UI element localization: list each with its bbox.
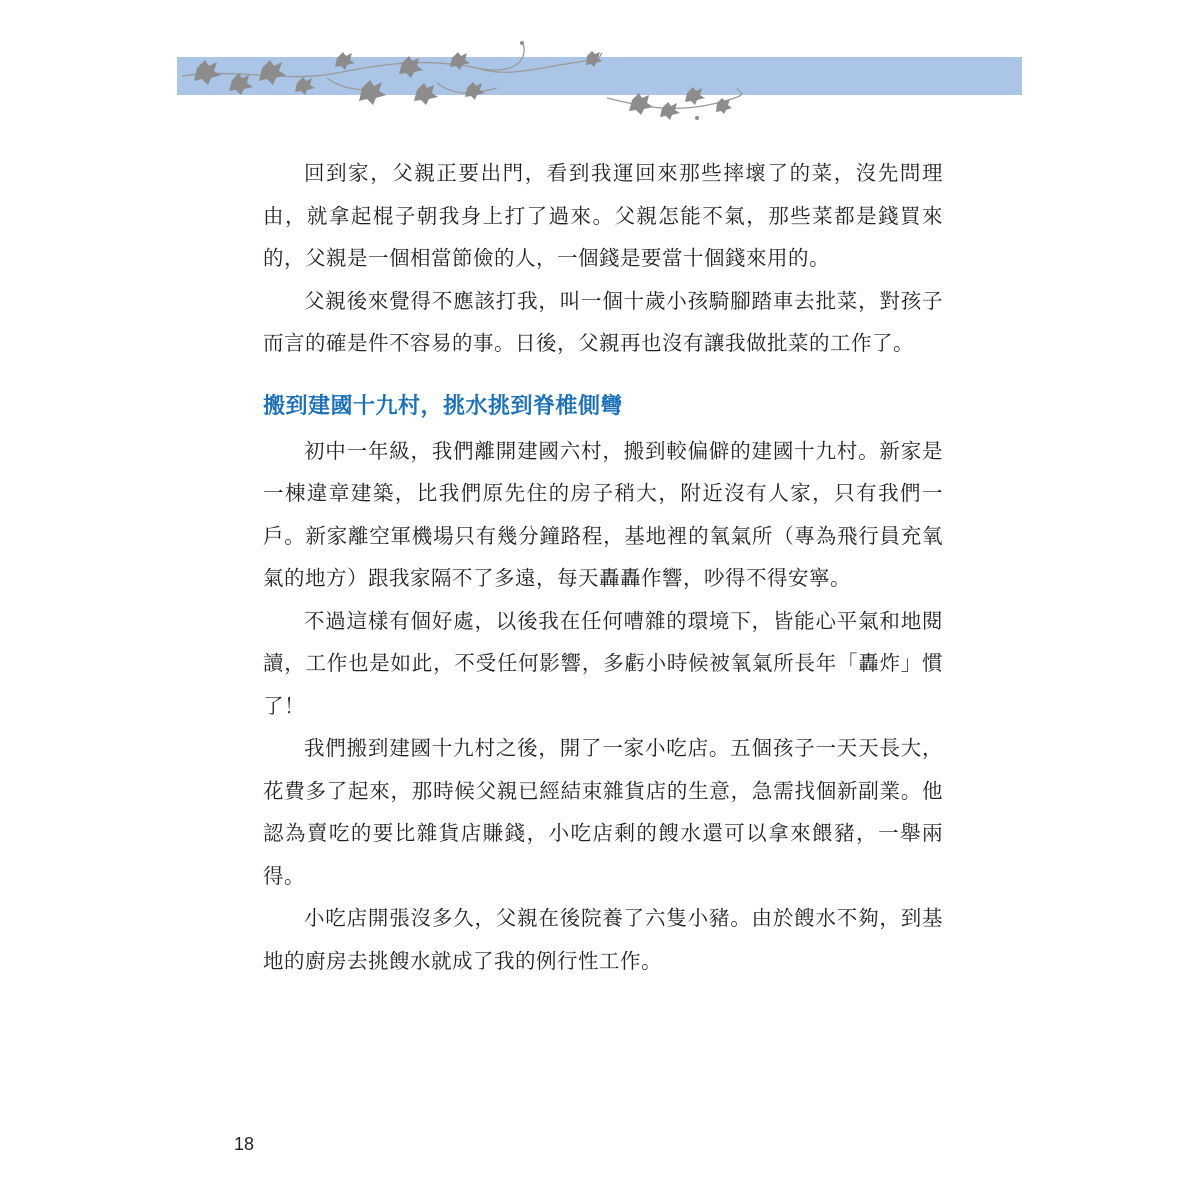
page-number: 18 (234, 1134, 255, 1154)
ivy-vine-icon (177, 38, 737, 128)
paragraph: 我們搬到建國十九村之後，開了一家小吃店。五個孩子一天天長大，花費多了起來，那時候父親已經結束雜貨店的生意，急需找個新副業。他認為賣吃的要比雜貨店賺錢，小吃店剩的餿水還可以拿來餵豬，一舉兩得。 (263, 736, 943, 888)
section-title: 搬到建國十九村，挑水挑到脊椎側彎 (263, 393, 624, 419)
paragraph: 回到家，父親正要出門，看到我運回來那些摔壞了的菜，沒先問理由，就拿起棍子朝我身上打了過來。父親怎能不氣，那些菜都是錢買來的，父親是一個相當節儉的人，一個錢是要當十個錢來用的。 (263, 161, 943, 270)
paragraph: 小吃店開張沒多久，父親在後院養了六隻小豬。由於餿水不夠，到基地的廚房去挑餿水就成了我的例行性工作。 (263, 906, 943, 973)
paragraph: 父親後來覺得不應該打我，叫一個十歲小孩騎腳踏車去批菜，對孩子而言的確是件不容易的事。日後，父親再也沒有讓我做批菜的工作了。 (263, 288, 943, 355)
paragraph: 不過這樣有個好處，以後我在任何嘈雜的環境下，皆能心平氣和地閱讀，工作也是如此，不受任何影響，多虧小時候被氧氣所長年「轟炸」慣了！ (263, 608, 943, 718)
page-body (263, 152, 943, 982)
paragraph: 初中一年級，我們離開建國六村，搬到較偏僻的建國十九村。新家是一棟違章建築，比我們原先住的房子稍大，附近沒有人家，只有我們一戶。新家離空軍機場只有幾分鐘路程，基地裡的氧氣所（專為飛行員充氧氣的地方）跟我家隔不了多遠，每天轟轟作響，吵得不得安寧。 (263, 438, 943, 590)
